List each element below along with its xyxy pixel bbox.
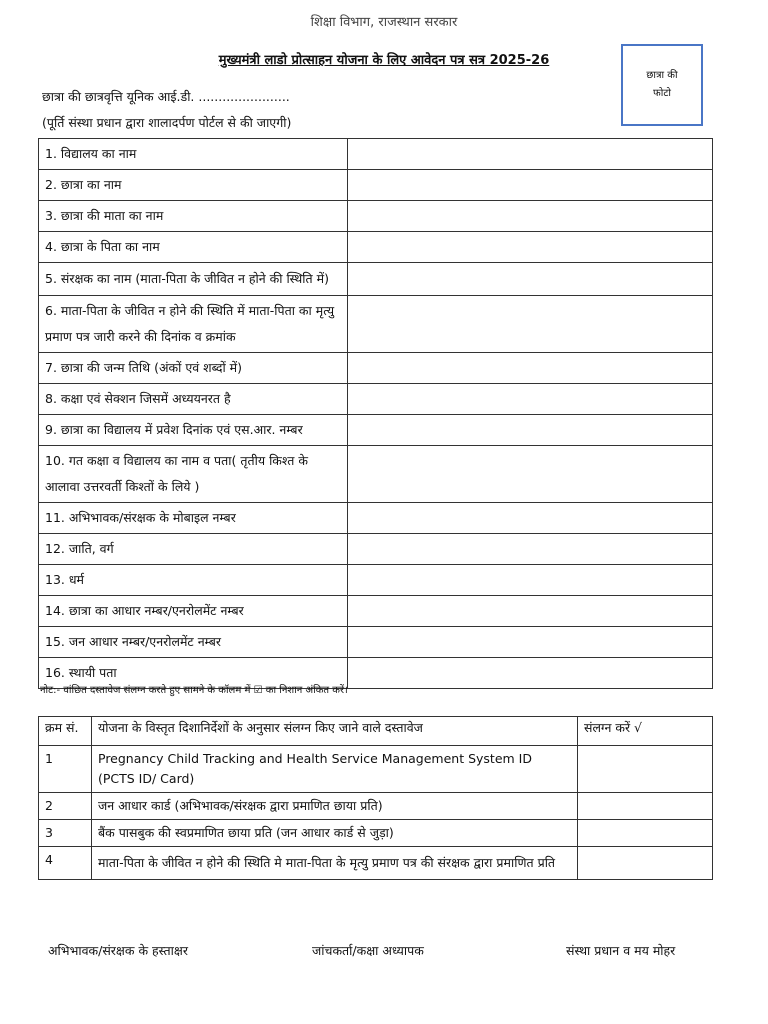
detail-label: 14. छात्रा का आधार नम्बर/एनरोलमेंट नम्बर (39, 596, 348, 627)
table-header-row (39, 717, 713, 746)
detail-label: 2. छात्रा का नाम (39, 170, 348, 201)
verifier-signature-label: जांचकर्ता/कक्षा अध्यापक (312, 943, 424, 958)
detail-value-field[interactable] (348, 658, 713, 689)
table-row (39, 596, 713, 627)
detail-label: 1. विद्यालय का नाम (39, 139, 348, 170)
doc-name: Pregnancy Child Tracking and Health Service Management System ID (PCTS ID/ Card) (92, 746, 578, 793)
detail-label: 5. संरक्षक का नाम (माता-पिता के जीवित न होने की स्थिति में) (39, 263, 348, 296)
table-row (39, 565, 713, 596)
table-row (39, 232, 713, 263)
department-header: शिक्षा विभाग, राजस्थान सरकार (310, 15, 458, 30)
detail-value-field[interactable] (348, 415, 713, 446)
detail-label: 7. छात्रा की जन्म तिथि (अंकों एवं शब्दों में) (39, 353, 348, 384)
head-signature-label: संस्था प्रधान व मय मोहर (566, 943, 676, 958)
table-row (39, 353, 713, 384)
detail-value-field[interactable] (348, 384, 713, 415)
student-details-table (38, 138, 713, 689)
detail-label: 3. छात्रा की माता का नाम (39, 201, 348, 232)
detail-value-field[interactable] (348, 353, 713, 384)
doc-serial: 3 (39, 820, 92, 847)
detail-label: 16. स्थायी पता (39, 658, 348, 689)
detail-value-field[interactable] (348, 534, 713, 565)
photo-box-label-line1: छात्रा की (646, 70, 678, 81)
table-row (39, 820, 713, 847)
attach-checkbox-cell[interactable] (578, 746, 713, 793)
detail-label: 10. गत कक्षा व विद्यालय का नाम व पता( तृतीय किश्त के आलावा उत्तरवर्ती किश्तों के लिये ) (39, 446, 348, 503)
doc-serial: 2 (39, 793, 92, 820)
doc-serial: 1 (39, 746, 92, 793)
doc-name: जन आधार कार्ड (अभिभावक/संरक्षक द्वारा प्रमाणित छाया प्रति) (92, 793, 578, 820)
column-header-document: योजना के विस्तृत दिशानिर्देशों के अनुसार संलग्न किए जाने वाले दस्तावेज (92, 717, 578, 746)
documents-table (38, 716, 713, 880)
scholarship-uid-field[interactable]: छात्रा की छात्रवृत्ति यूनिक आई.डी. ....................... (42, 89, 290, 104)
detail-value-field[interactable] (348, 503, 713, 534)
photo-box[interactable] (621, 44, 703, 126)
photo-box-label-line2: फोटो (653, 88, 671, 99)
detail-label: 11. अभिभावक/संरक्षक के मोबाइल नम्बर (39, 503, 348, 534)
form-title: मुख्यमंत्री लाडो प्रोत्साहन योजना के लिए आवेदन पत्र सत्र 2025-26 (218, 53, 550, 68)
detail-value-field[interactable] (348, 296, 713, 353)
detail-label: 4. छात्रा के पिता का नाम (39, 232, 348, 263)
detail-label: 6. माता-पिता के जीवित न होने की स्थिति में माता-पिता का मृत्यु प्रमाण पत्र जारी करने की दिनांक व क्रमांक (39, 296, 348, 353)
detail-value-field[interactable] (348, 446, 713, 503)
detail-label: 13. धर्म (39, 565, 348, 596)
attach-checkbox-cell[interactable] (578, 820, 713, 847)
detail-value-field[interactable] (348, 232, 713, 263)
detail-label: 12. जाति, वर्ग (39, 534, 348, 565)
note-text: नोट:- वांछित दस्तावेज संलग्न करते हुए सामने के कॉलम में ☑ का निशान अंकित करें। (40, 685, 348, 696)
detail-label: 15. जन आधार नम्बर/एनरोलमेंट नम्बर (39, 627, 348, 658)
doc-name: बैंक पासबुक की स्वप्रमाणित छाया प्रति (जन आधार कार्ड से जुड़ा) (92, 820, 578, 847)
detail-value-field[interactable] (348, 565, 713, 596)
column-header-attach: संलग्न करें √ (578, 717, 713, 746)
table-row (39, 746, 713, 793)
table-row (39, 201, 713, 232)
table-row (39, 793, 713, 820)
attach-checkbox-cell[interactable] (578, 793, 713, 820)
attach-checkbox-cell[interactable] (578, 847, 713, 880)
guardian-signature-label: अभिभावक/संरक्षक के हस्ताक्षर (48, 943, 188, 958)
table-row (39, 415, 713, 446)
table-row (39, 384, 713, 415)
table-row (39, 263, 713, 296)
detail-value-field[interactable] (348, 596, 713, 627)
table-row (39, 139, 713, 170)
detail-label: 8. कक्षा एवं सेक्शन जिसमें अध्ययनरत है (39, 384, 348, 415)
table-row (39, 296, 713, 353)
detail-value-field[interactable] (348, 263, 713, 296)
uid-note: (पूर्ति संस्था प्रधान द्वारा शालादर्पण पोर्टल से की जाएगी) (42, 115, 292, 130)
detail-value-field[interactable] (348, 201, 713, 232)
doc-name: माता-पिता के जीवित न होने की स्थिति मे माता-पिता के मृत्यु प्रमाण पत्र की संरक्षक द्वारा प्रमाणित प्रति (92, 847, 578, 880)
table-row (39, 170, 713, 201)
detail-value-field[interactable] (348, 139, 713, 170)
table-row (39, 534, 713, 565)
table-row (39, 627, 713, 658)
table-row (39, 503, 713, 534)
table-row (39, 847, 713, 880)
detail-value-field[interactable] (348, 627, 713, 658)
column-header-serial: क्रम सं. (39, 717, 92, 746)
detail-value-field[interactable] (348, 170, 713, 201)
detail-label: 9. छात्रा का विद्यालय में प्रवेश दिनांक एवं एस.आर. नम्बर (39, 415, 348, 446)
doc-serial: 4 (39, 847, 92, 880)
table-row (39, 446, 713, 503)
